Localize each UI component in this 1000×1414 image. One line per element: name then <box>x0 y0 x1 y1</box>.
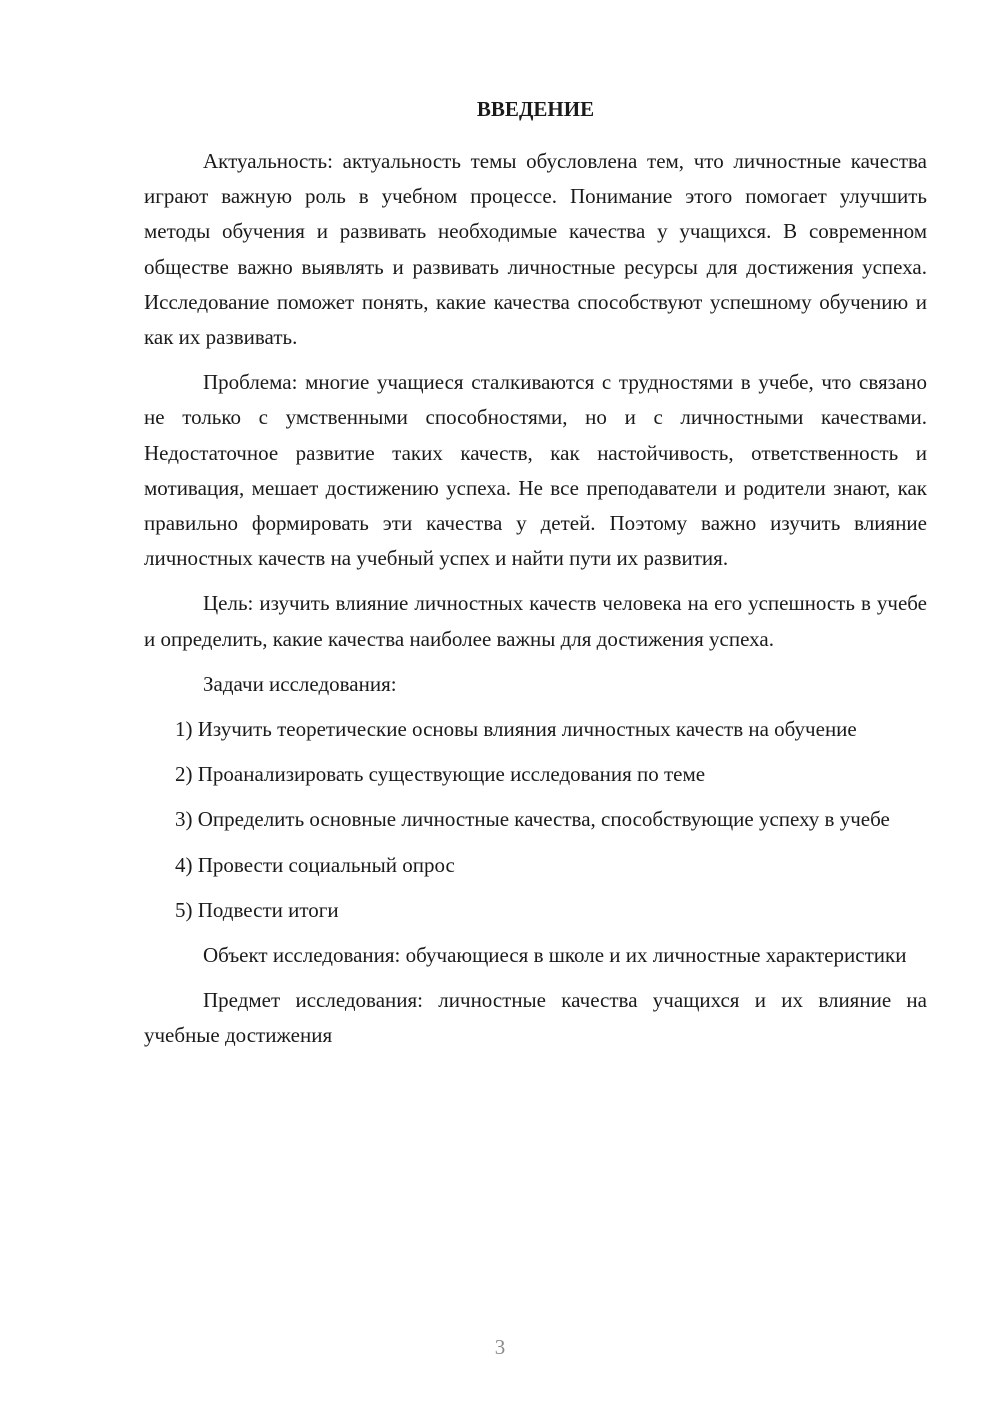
document-page <box>144 92 927 1064</box>
paragraph-subject: Предмет исследования: личностные качества учащихся и их влияние на учебные достижения <box>144 988 927 1048</box>
task-item-4: 4) Провести социальный опрос <box>175 852 455 877</box>
paragraph-tasks-heading: Задачи исследования: <box>203 671 397 696</box>
paragraph-problem: Проблема: многие учащиеся сталкиваются с трудностями в учебе, что связано не только с умственными способностями, но и с личностными качествами. Недостаточное развитие таких качеств, как настойчивость, ответственность и мотивация, мешает достижению успеха. Не все преподаватели и родители знают, как правильно формировать эти качества у детей. Поэтому важно изучить влияние личностных качеств на учебный успех и найти пути их развития. <box>144 370 927 571</box>
paragraph-goal: Цель: изучить влияние личностных качеств человека на его успешность в учебе и определить, какие качества наиболее важны для достижения успеха. <box>144 591 927 651</box>
page-number: 3 <box>494 1335 506 1359</box>
paragraph-relevance: Актуальность: актуальность темы обусловлена тем, что личностные качества играют важную роль в учебном процессе. Понимание этого помогает улучшить методы обучения и развивать необходимые качества у учащихся. В современном обществе важно выявлять и развивать личностные ресурсы для достижения успеха. Исследование поможет понять, какие качества способствуют успешному обучению и как их развивать. <box>144 149 927 350</box>
task-item-5: 5) Подвести итоги <box>175 897 339 922</box>
task-item-3: 3) Определить основные личностные качества, способствующие успеху в учебе <box>175 807 890 832</box>
section-title: ВВЕДЕНИЕ <box>476 97 595 121</box>
paragraph-object: Объект исследования: обучающиеся в школе и их личностные характеристики <box>203 943 907 968</box>
task-item-2: 2) Проанализировать существующие исследования по теме <box>175 762 706 787</box>
task-item-1: 1) Изучить теоретические основы влияния личностных качеств на обучение <box>175 717 857 742</box>
